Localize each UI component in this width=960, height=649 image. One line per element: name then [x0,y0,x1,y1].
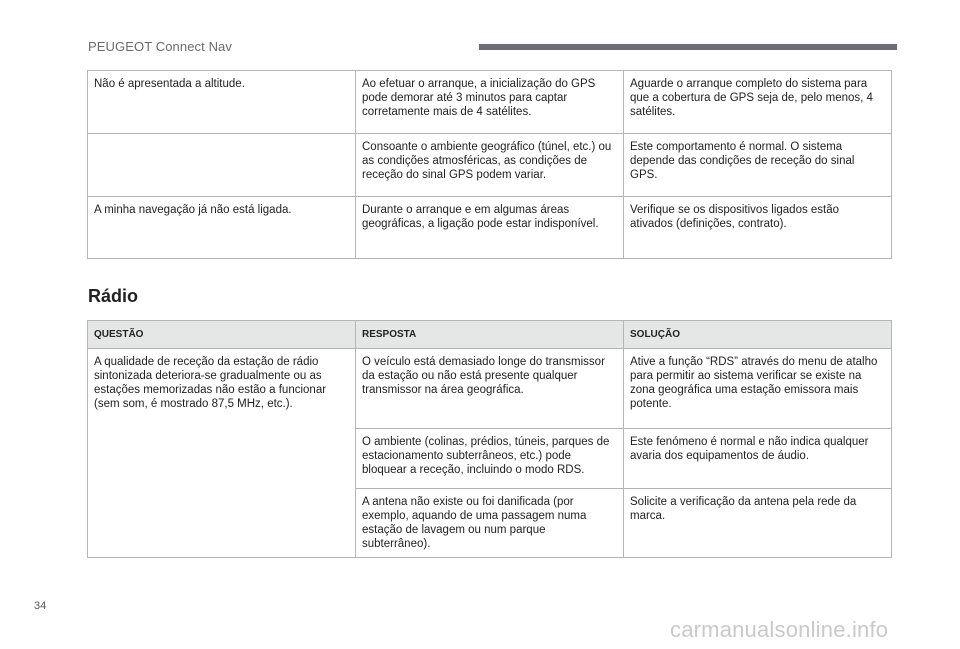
gps-table [87,70,892,259]
section-title: Rádio [88,286,139,306]
table-header-row [88,321,892,349]
page-number: 34 [34,600,47,612]
column-header-question: QUESTÃO [88,321,356,349]
answer-cell: A antena não existe ou foi danificada (por exemplo, aquando de uma passagem numa estação de lavagem ou num parque subterrâneo). [356,489,624,558]
table-row [88,134,892,197]
solution-cell: Solicite a verificação da antena pela rede da marca. [624,489,892,558]
question-cell [88,134,356,197]
answer-cell: Ao efetuar o arranque, a inicialização do GPS pode demorar até 3 minutos para captar corretamente mais de 4 satélites. [356,71,624,134]
solution-cell: Este fenómeno é normal e não indica qualquer avaria dos equipamentos de áudio. [624,429,892,489]
table-row [88,349,892,429]
column-header-solution: SOLUÇÃO [624,321,892,349]
table-row [88,71,892,134]
question-cell: A qualidade de receção da estação de rádio sintonizada deteriora-se gradualmente ou as estações memorizadas não estão a funcionar (sem som, é mostrado 87,5 MHz, etc.). [88,349,356,558]
watermark: carmanualsonline.info [670,617,889,642]
column-header-answer: RESPOSTA [356,321,624,349]
question-cell: Não é apresentada a altitude. [88,71,356,134]
question-cell: A minha navegação já não está ligada. [88,197,356,259]
table-row [88,197,892,259]
header-bar [479,44,897,50]
answer-cell: Durante o arranque e em algumas áreas geográficas, a ligação pode estar indisponível. [356,197,624,259]
solution-cell: Verifique se os dispositivos ligados estão ativados (definições, contrato). [624,197,892,259]
answer-cell: O veículo está demasiado longe do transmissor da estação ou não está presente qualquer transmissor na área geográfica. [356,349,624,429]
header-title: PEUGEOT Connect Nav [88,39,232,54]
solution-cell: Ative a função “RDS” através do menu de atalho para permitir ao sistema verificar se existe na zona geográfica uma estação emissora mais potente. [624,349,892,429]
radio-table [87,320,892,558]
answer-cell: O ambiente (colinas, prédios, túneis, parques de estacionamento subterrâneos, etc.) pode bloquear a receção, incluindo o modo RDS. [356,429,624,489]
solution-cell: Este comportamento é normal. O sistema depende das condições de receção do sinal GPS. [624,134,892,197]
answer-cell: Consoante o ambiente geográfico (túnel, etc.) ou as condições atmosféricas, as condições de receção do sinal GPS podem variar. [356,134,624,197]
solution-cell: Aguarde o arranque completo do sistema para que a cobertura de GPS seja de, pelo menos, 4 satélites. [624,71,892,134]
